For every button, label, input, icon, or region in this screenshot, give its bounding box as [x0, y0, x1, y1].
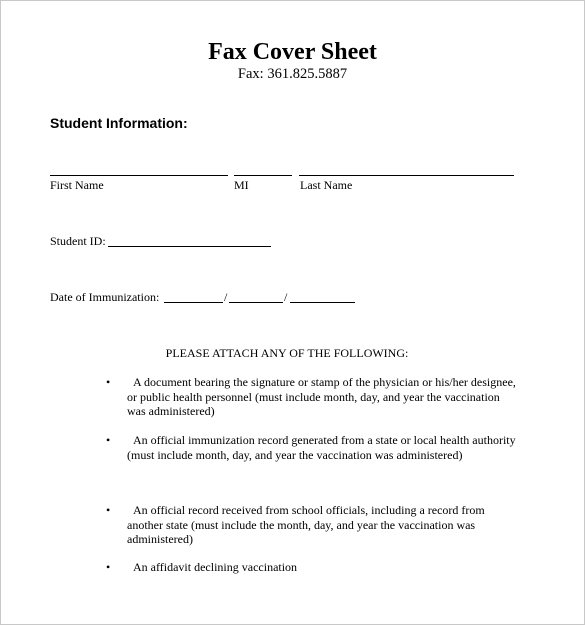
date-separator-2: / [284, 290, 288, 304]
first-name-label: First Name [50, 178, 104, 192]
attachment-item-3-text: An official record received from school officials, including a record from another state (must include the month, day, and year the vaccination was administered) [127, 503, 485, 546]
date-month-line[interactable] [164, 302, 223, 303]
fax-number: Fax: 361.825.5887 [237, 66, 348, 82]
date-of-immunization-label: Date of Immunization: [50, 290, 160, 304]
student-information-heading: Student Information: [50, 115, 188, 131]
mi-line[interactable] [234, 175, 292, 176]
mi-label: MI [234, 178, 249, 192]
bullet-2: • [106, 433, 111, 447]
bullet-3: • [106, 503, 111, 517]
last-name-line[interactable] [299, 175, 514, 176]
first-name-line[interactable] [50, 175, 228, 176]
last-name-label: Last Name [300, 178, 353, 192]
date-day-line[interactable] [229, 302, 283, 303]
attachment-item-1-text: A document bearing the signature or stamp of the physician or his/her designee, or public health personnel (must include month, day, and year the vaccination was administered) [127, 375, 516, 418]
attachment-item-2 [127, 433, 519, 462]
attachment-item-1 [127, 375, 519, 419]
student-id-line[interactable] [108, 246, 271, 247]
attachment-item-4 [127, 560, 519, 575]
date-year-line[interactable] [290, 302, 355, 303]
attachment-item-2-text: An official immunization record generated from a state or local health authority (must include month, day, and year the vaccination was administered) [127, 433, 516, 462]
date-separator-1: / [224, 290, 228, 304]
student-id-label: Student ID: [50, 234, 106, 248]
page-title: Fax Cover Sheet [208, 39, 377, 65]
attachment-item-3 [127, 503, 519, 547]
bullet-1: • [106, 375, 111, 389]
attachment-item-4-text: An affidavit declining vaccination [133, 560, 298, 574]
bullet-4: • [106, 560, 111, 574]
attachments-heading: PLEASE ATTACH ANY OF THE FOLLOWING: [165, 346, 409, 360]
